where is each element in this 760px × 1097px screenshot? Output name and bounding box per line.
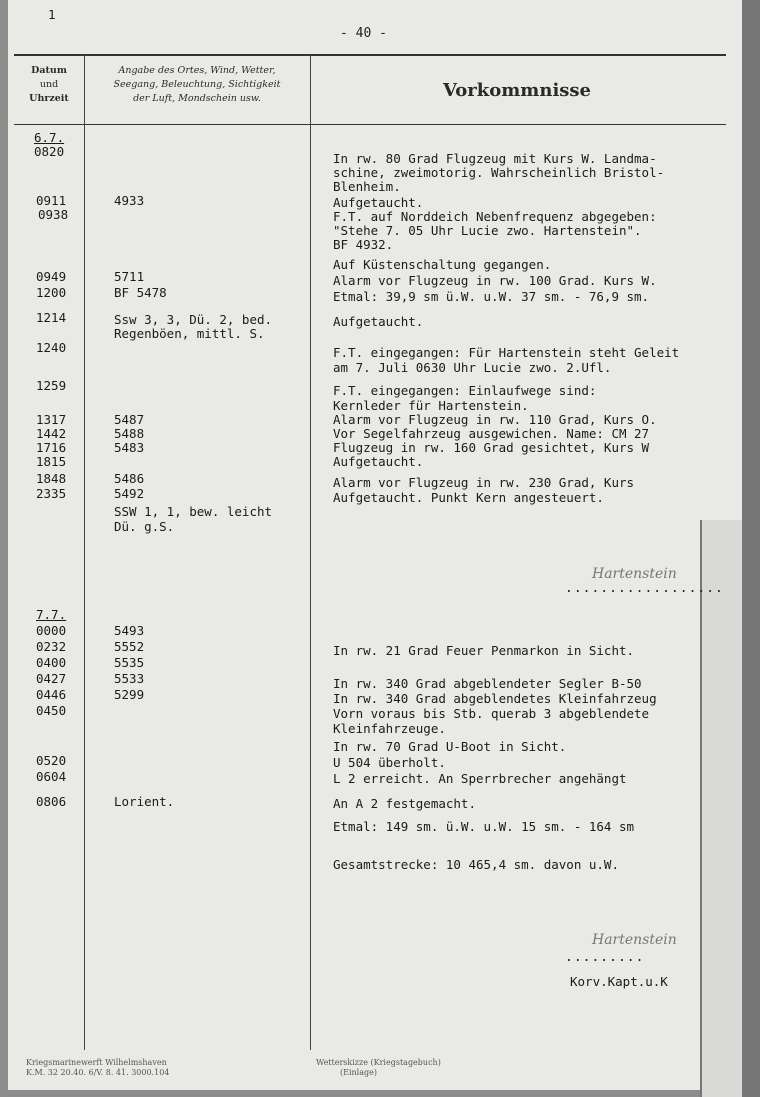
place-cell: Dü. g.S. <box>114 519 175 534</box>
footer-form-number: K.M. 32 20.40. 6/V. 8. 41. 3000.104 <box>26 1068 170 1077</box>
time-cell: 0446 <box>36 687 67 702</box>
event-line: U 504 überholt. <box>333 755 446 770</box>
event-line: In rw. 340 Grad abgeblendetes Kleinfahrzeug <box>333 691 657 706</box>
time-cell: 0604 <box>36 769 67 784</box>
signature: Hartenstein <box>592 932 677 948</box>
place-cell: 5711 <box>114 269 145 284</box>
event-line: "Stehe 7. 05 Uhr Lucie zwo. Hartenstein". <box>333 223 642 238</box>
place-cell: Lorient. <box>114 794 175 809</box>
time-cell: 1240 <box>36 340 67 355</box>
time-cell: 0806 <box>36 794 67 809</box>
place-cell: 5486 <box>114 471 145 486</box>
event-line: am 7. Juli 0630 Uhr Lucie zwo. 2.Ufl. <box>333 360 612 375</box>
event-line: In rw. 70 Grad U-Boot in Sicht. <box>333 739 567 754</box>
time-cell: 0911 <box>36 193 67 208</box>
place-cell: BF 5478 <box>114 285 167 300</box>
header-events: Vorkommnisse <box>442 80 592 101</box>
time-cell: 1442 <box>36 426 67 441</box>
event-line: Aufgetaucht. <box>333 314 424 329</box>
place-cell: 5535 <box>114 655 145 670</box>
page-number: - 40 - <box>340 26 387 41</box>
time-cell: 0400 <box>36 655 67 670</box>
place-cell: 5488 <box>114 426 145 441</box>
time-cell: 0000 <box>36 623 67 638</box>
signature: Hartenstein <box>592 566 677 582</box>
date-cell: 6.7. <box>34 130 65 145</box>
header-top-rule <box>14 54 726 56</box>
signature-dots: .................. <box>565 581 724 596</box>
header-date-time: Datum und Uhrzeit <box>29 65 69 104</box>
footer-form-note: (Einlage) <box>340 1068 377 1077</box>
paper-tab <box>700 520 742 1097</box>
event-line: Aufgetaucht. Punkt Kern angesteuert. <box>333 490 604 505</box>
place-cell: 5299 <box>114 687 145 702</box>
place-cell: Ssw 3, 3, Dü. 2, bed. <box>114 312 273 327</box>
time-cell: 2335 <box>36 486 67 501</box>
header-place-weather: Angabe des Ortes, Wind, Wetter, Seegang, Beleuchtung, Sichtigkeit der Luft, Mondschein usw. <box>113 65 281 104</box>
event-line: Auf Küstenschaltung gegangen. <box>333 257 552 272</box>
place-cell: 5493 <box>114 623 145 638</box>
event-line: Kernleder für Hartenstein. <box>333 398 529 413</box>
time-cell: 1815 <box>36 454 67 469</box>
footer-form-title: Wetterskizze (Kriegstagebuch) <box>316 1058 441 1067</box>
event-line: Vorn voraus bis Stb. querab 3 abgeblendete <box>333 706 650 721</box>
time-cell: 1259 <box>36 378 67 393</box>
event-line: Aufgetaucht. <box>333 454 424 469</box>
place-cell: SSW 1, 1, bew. leicht <box>114 504 273 519</box>
column-divider-1 <box>84 55 85 1050</box>
event-line: Etmal: 39,9 sm ü.W. u.W. 37 sm. - 76,9 sm. <box>333 289 650 304</box>
time-cell: 0949 <box>36 269 67 284</box>
event-line: In rw. 80 Grad Flugzeug mit Kurs W. Landma- <box>333 151 657 166</box>
date-cell: 7.7. <box>36 607 67 622</box>
place-cell: 4933 <box>114 193 145 208</box>
event-line: Alarm vor Flugzeug in rw. 110 Grad, Kurs O. <box>333 412 657 427</box>
event-line: Gesamtstrecke: 10 465,4 sm. davon u.W. <box>333 857 619 872</box>
footer-printer: Kriegsmarinewerft Wilhelmshaven <box>26 1058 167 1067</box>
event-line: F.T. auf Norddeich Nebenfrequenz abgegeben: <box>333 209 657 224</box>
time-cell: 1200 <box>36 285 67 300</box>
page-edge <box>742 0 760 1097</box>
event-line: Alarm vor Flugzeug in rw. 230 Grad, Kurs <box>333 475 635 490</box>
place-cell: 5552 <box>114 639 145 654</box>
time-cell: 0938 <box>38 207 69 222</box>
time-cell: 0820 <box>34 144 65 159</box>
event-line: F.T. eingegangen: Einlaufwege sind: <box>333 383 597 398</box>
event-line: BF 4932. <box>333 237 394 252</box>
event-line: schine, zweimotorig. Wahrscheinlich Bristol- <box>333 165 665 180</box>
event-line: Flugzeug in rw. 160 Grad gesichtet, Kurs W <box>333 440 650 455</box>
time-cell: 0450 <box>36 703 67 718</box>
signature-dots: ......... <box>565 950 645 965</box>
column-divider-2 <box>310 55 311 1050</box>
event-line: Blenheim. <box>333 179 401 194</box>
event-line: Kleinfahrzeuge. <box>333 721 446 736</box>
time-cell: 1214 <box>36 310 67 325</box>
time-cell: 1317 <box>36 412 67 427</box>
event-line: In rw. 340 Grad abgeblendeter Segler B-50 <box>333 676 642 691</box>
place-cell: Regenböen, mittl. S. <box>114 326 265 341</box>
event-line: An A 2 festgemacht. <box>333 796 476 811</box>
event-line: L 2 erreicht. An Sperrbrecher angehängt <box>333 771 627 786</box>
time-cell: 0427 <box>36 671 67 686</box>
event-line: In rw. 21 Grad Feuer Penmarkon in Sicht. <box>333 643 635 658</box>
event-line: Alarm vor Flugzeug in rw. 100 Grad. Kurs W. <box>333 273 657 288</box>
place-cell: 5483 <box>114 440 145 455</box>
time-cell: 0232 <box>36 639 67 654</box>
event-line: Vor Segelfahrzeug ausgewichen. Name: CM 27 <box>333 426 650 441</box>
time-cell: 0520 <box>36 753 67 768</box>
event-line: Aufgetaucht. <box>333 195 424 210</box>
place-cell: 5533 <box>114 671 145 686</box>
time-cell: 1716 <box>36 440 67 455</box>
event-line: F.T. eingegangen: Für Hartenstein steht Geleit <box>333 345 680 360</box>
header-bottom-rule <box>14 124 726 125</box>
page-mark: 1 <box>48 7 56 22</box>
signature-rank: Korv.Kapt.u.K <box>570 974 668 989</box>
place-cell: 5492 <box>114 486 145 501</box>
event-line: Etmal: 149 sm. ü.W. u.W. 15 sm. - 164 sm <box>333 819 635 834</box>
time-cell: 1848 <box>36 471 67 486</box>
place-cell: 5487 <box>114 412 145 427</box>
